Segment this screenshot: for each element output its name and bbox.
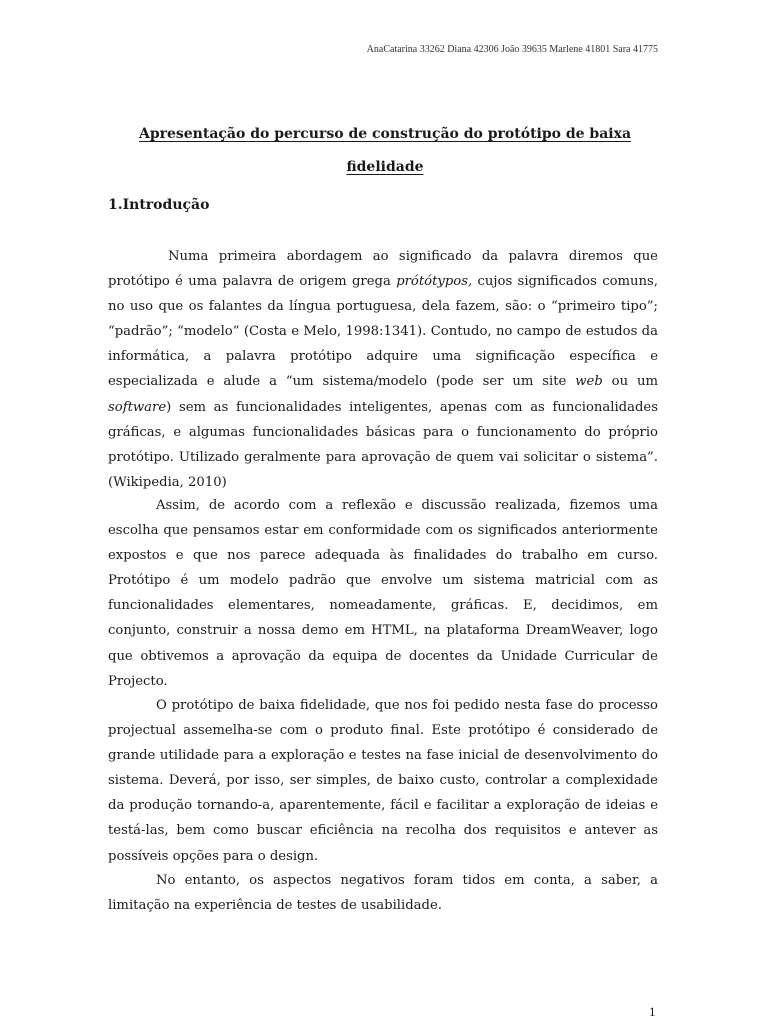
paragraph-choice: Assim, de acordo com a reflexão e discussão realizada, fizemos uma escolha que pensamos estar em conformidade com os significados anteriormente expostos e que nos parece adequada às finalidades do trabalho em curso. Protótipo é um modelo padrão que envolve um sistema matricial com as funcionalidades elementares, nomeadamente, gráficas. E, decidimos, em conjunto, construir a nossa demo em HTML, na plataforma DreamWeaver, logo que obtivemos a aprovação da equipa de docentes da Unidade Curricular de Projecto. [108, 498, 658, 689]
paragraph-intro [108, 244, 658, 495]
italic-term: software [108, 399, 167, 415]
page-header-authors: AnaCatarina 33262 Diana 42306 João 39635 Marlene 41801 Sara 41775 [366, 44, 658, 55]
paragraph-text: ou um [602, 374, 658, 390]
italic-term: prótótypos, [396, 274, 473, 290]
document-title: Apresentação do percurso de construção do protótipo de baixa fidelidade [138, 126, 632, 175]
paragraph-negative-aspects: No entanto, os aspectos negativos foram tidos em conta, a saber, a limitação na experiência de testes de usabilidade. [108, 873, 658, 914]
paragraph-text: cujos significados comuns, no uso que os falantes da língua portuguesa, dela fazem, são: o “primeiro tipo”; “padrão”; “modelo” (Costa e Melo, 1998:1341). Contudo, no campo de estudos da informática, a palavra protótipo adquire uma significação específica e especializada e alude a “um sistema/modelo (pode ser um site [108, 274, 659, 390]
paragraph-text: Numa primeira abordagem ao significado da palavra diremos que protótipo é uma palavra de origem grega [108, 249, 658, 290]
paragraph-low-fidelity: O protótipo de baixa fidelidade, que nos foi pedido nesta fase do processo projectual assemelha-se com o produto final. Este protótipo é considerado de grande utilidade para a exploração e testes na fase inicial de desenvolvimento do sistema. Deverá, por isso, ser simples, de baixo custo, controlar a complexidade da produção tornando-a, aparentemente, fácil e facilitar a exploração de ideias e testá-las, bem como buscar eficiência na recolha dos requisitos e antever as possíveis opções para o design. [108, 698, 658, 864]
page-number: 1 [649, 1004, 656, 1019]
section-heading: 1.Introdução [108, 197, 210, 213]
paragraph-text: ) sem as funcionalidades inteligentes, apenas com as funcionalidades gráficas, e algumas funcionalidades básicas para o funcionamento do próprio protótipo. Utilizado geralmente para aprovação de quem vai solicitar o sistema”. (Wikipedia, 2010) [108, 399, 658, 490]
italic-term: web [575, 374, 603, 390]
